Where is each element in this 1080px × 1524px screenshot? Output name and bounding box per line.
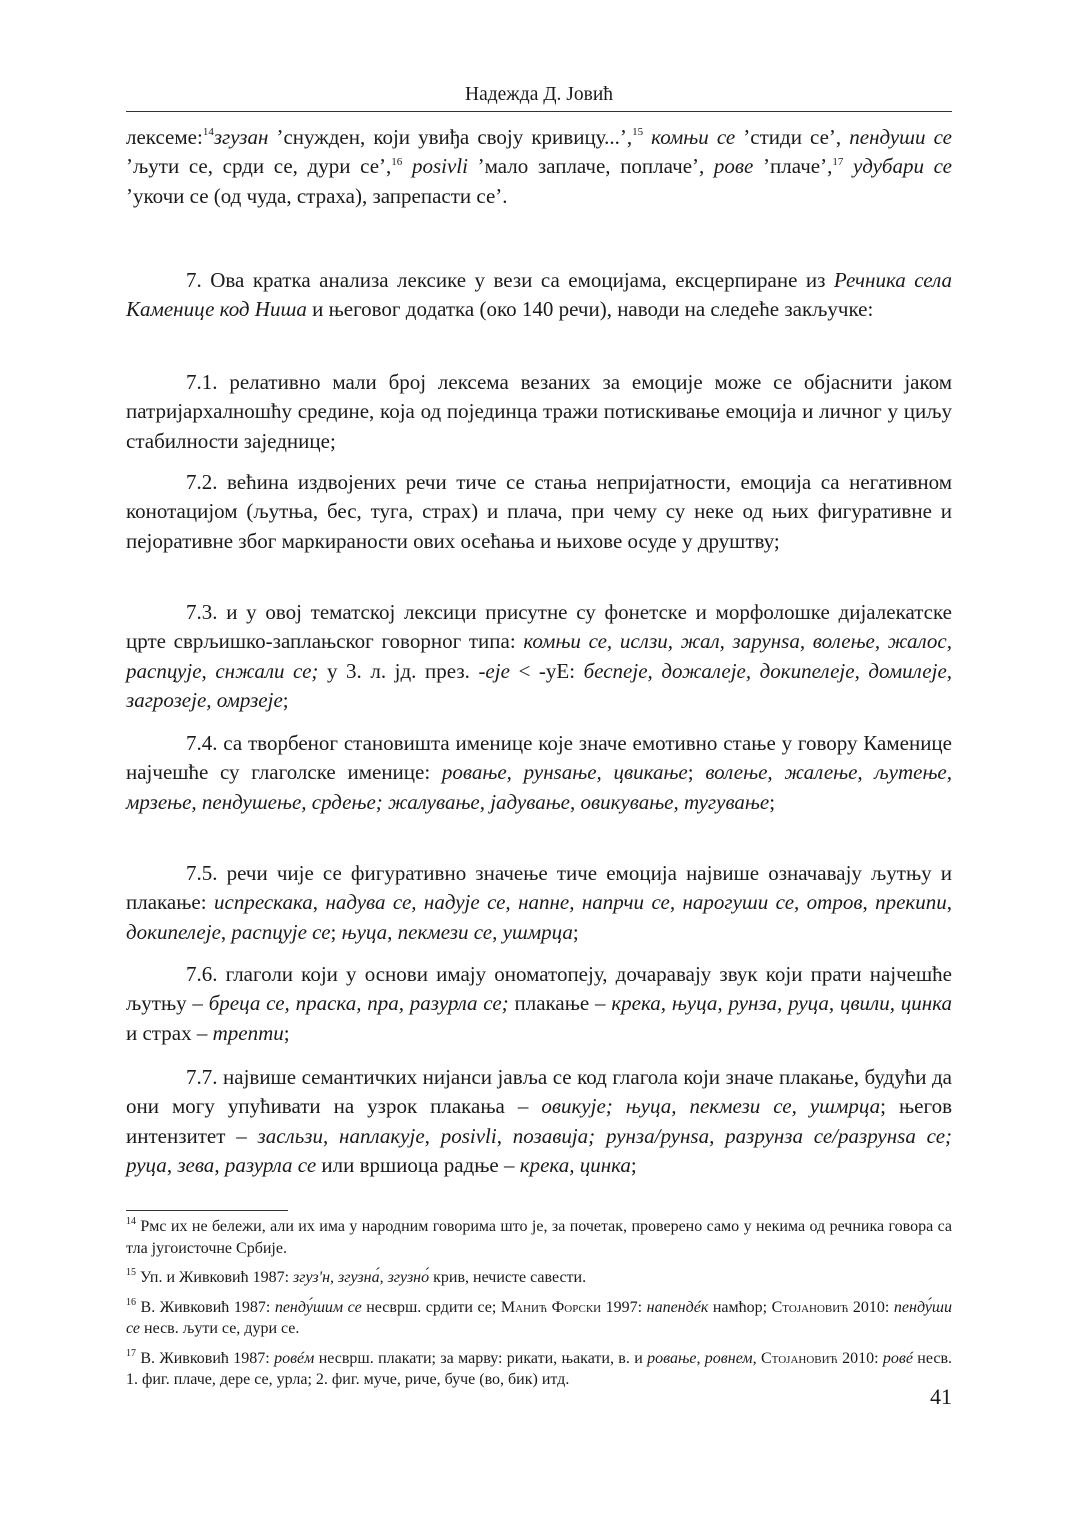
footnote-17: $^{17}$ В. Живковић 1987: ровéм несврш. плакати; за марву: рикати, њакати, в. и ровање, ровнем, Стојановић 2010: ровé несв. 1. фиг. плаче, дере се, урла; 2. фиг. муче, риче, буче (во, бик) итд.	[126, 1347, 952, 1388]
footnote-15: $^{15}$ Уп. и Живковић 1987: згуз'н, згузна́, згузно́ крив, нечисте савести.	[126, 1267, 587, 1286]
page-number: 41	[930, 1384, 952, 1409]
section-7-intro	[126, 266, 952, 325]
section-7-5	[126, 859, 952, 947]
lexeme: рове	[713, 154, 754, 179]
paragraph-7-1: 7.1. релативно мали број лексема везаних за емоције може се објаснити јаком патријархалношћу средине, која од појединца тражи потискивање емоција и личног у циљу стабилности заједнице;	[126, 370, 952, 453]
section-7-2	[126, 468, 952, 556]
footnote-ref-15[interactable]: 15	[632, 126, 644, 139]
lexeme: комњи се	[651, 125, 736, 149]
section-7-4	[126, 729, 952, 817]
lexeme: удубари се	[853, 154, 953, 179]
section-7-7	[126, 1063, 952, 1180]
paragraph-7-4: 7.4. са творбеног становишта именице које значе емотивно стање у говору Каменице најчешће су глаголске именице: ровање, рунsање, цвикање; волење, жалење, љутење, мрзење, пендушење, срдење; жалување, јадување, овикување, тугување;	[126, 731, 952, 814]
paragraph-7: 7. Ова кратка анализа лексике у вези са емоцијама, ексцерпиране из Речника села Каменице код Ниша и његовог додатка (око 140 речи), наводи на следеће закључке:	[126, 268, 952, 322]
paragraph-7-6: 7.6. глаголи који у основи имају ономатопеју, дочаравају звук који прати најчешће љутњу – бреца се, праска, пра, разурла се; плакање – крека, њуца, рунза, руца, цвили, цинка и страх – трепти;	[126, 962, 952, 1045]
lexeme: згузан	[213, 125, 269, 149]
footnote-rule	[126, 1210, 288, 1211]
dictionary-title: Речника села Каменице код Ниша	[126, 268, 952, 322]
footnotes	[126, 1216, 952, 1391]
footnote-ref-17[interactable]: 17	[832, 155, 844, 168]
lexeme: пендуши се	[849, 125, 952, 149]
carryover-paragraph: лексеме:$^{14}$згузан ’снужден, који увиђа своју кривицу...’,$^{15}$ комњи се ’стиди се’, пендуши се ’љути се, срди се, дури се’,$^{16}$ posivli ’мало заплаче, поплаче’, рове ’плаче’,$^{17}$ удубари се ’укочи се (од чуда, страха), запрепасти се’.	[126, 125, 953, 208]
carryover-block	[126, 123, 952, 211]
lexeme: posivli	[411, 154, 468, 179]
footnote-16: $^{16}$ В. Живковић 1987: пенду́шим се несврш. срдити се; Манић Форски 1997: напендéк намћор; Стојановић 2010: пенду́ши се несв. љути се, дури се.	[126, 1296, 953, 1337]
paragraph-7-3: 7.3. и у овој тематској лексици присутне су фонетске и морфолошке дијалекатске црте сврљишко-заплањског говорног типа: комњи се, ислзи, жал, зарунsа, волење, жалос, распцује, снжали се; у 3. л. јд. през. -еје < -уЕ: бесneје, дожалеје, докипелеје, домилеје, загрозеје, омрзеје;	[126, 600, 953, 712]
section-7-1	[126, 368, 952, 456]
section-7-6	[126, 960, 952, 1048]
header-rule	[126, 111, 952, 112]
running-head: Надежда Д. Јовић	[464, 84, 614, 105]
footnote-ref-16[interactable]: 16	[391, 155, 403, 168]
section-7-3	[126, 598, 952, 715]
page	[126, 0, 952, 1524]
footnote-ref-14[interactable]: 14	[202, 126, 214, 139]
paragraph-7-5: 7.5. речи чије се фигуративно значење тиче емоција највише означавају љутњу и плакање: испрескака, надува се, надује се, напне, напрчи се, нарогуши се, отров, прекипи, докипелеје, распцује се; њуца, пекмези се, ушмрца;	[126, 861, 953, 944]
paragraph-7-2: 7.2. већина издвојених речи тиче се стања непријатности, емоција са негативном конотацијом (љутња, бес, туга, страх) и плача, при чему су неке од њих фигуративне и пејоративне због маркираности ових осећања и њихове осуде у друштву;	[126, 470, 952, 553]
footnote-14: $^{14}$ Рмс их не бележи, али их има у народним говорима што је, за почетак, проверено само у некима од речника говора са тла југоисточне Србије.	[126, 1216, 952, 1257]
paragraph-7-7: 7.7. највише семантичких нијанси јавља се код глагола који значе плакање, будући да они могу упућивати на узрок плакања – овикује; њуца, пекмези се, ушмрца; његов интензитет – засльзи, наплакује, posivli, позавија; рунза/рунsа, разрунза се/разрунsа се; руца, зева, разурла се или вршиоца радње – крека, цинка;	[126, 1065, 953, 1177]
